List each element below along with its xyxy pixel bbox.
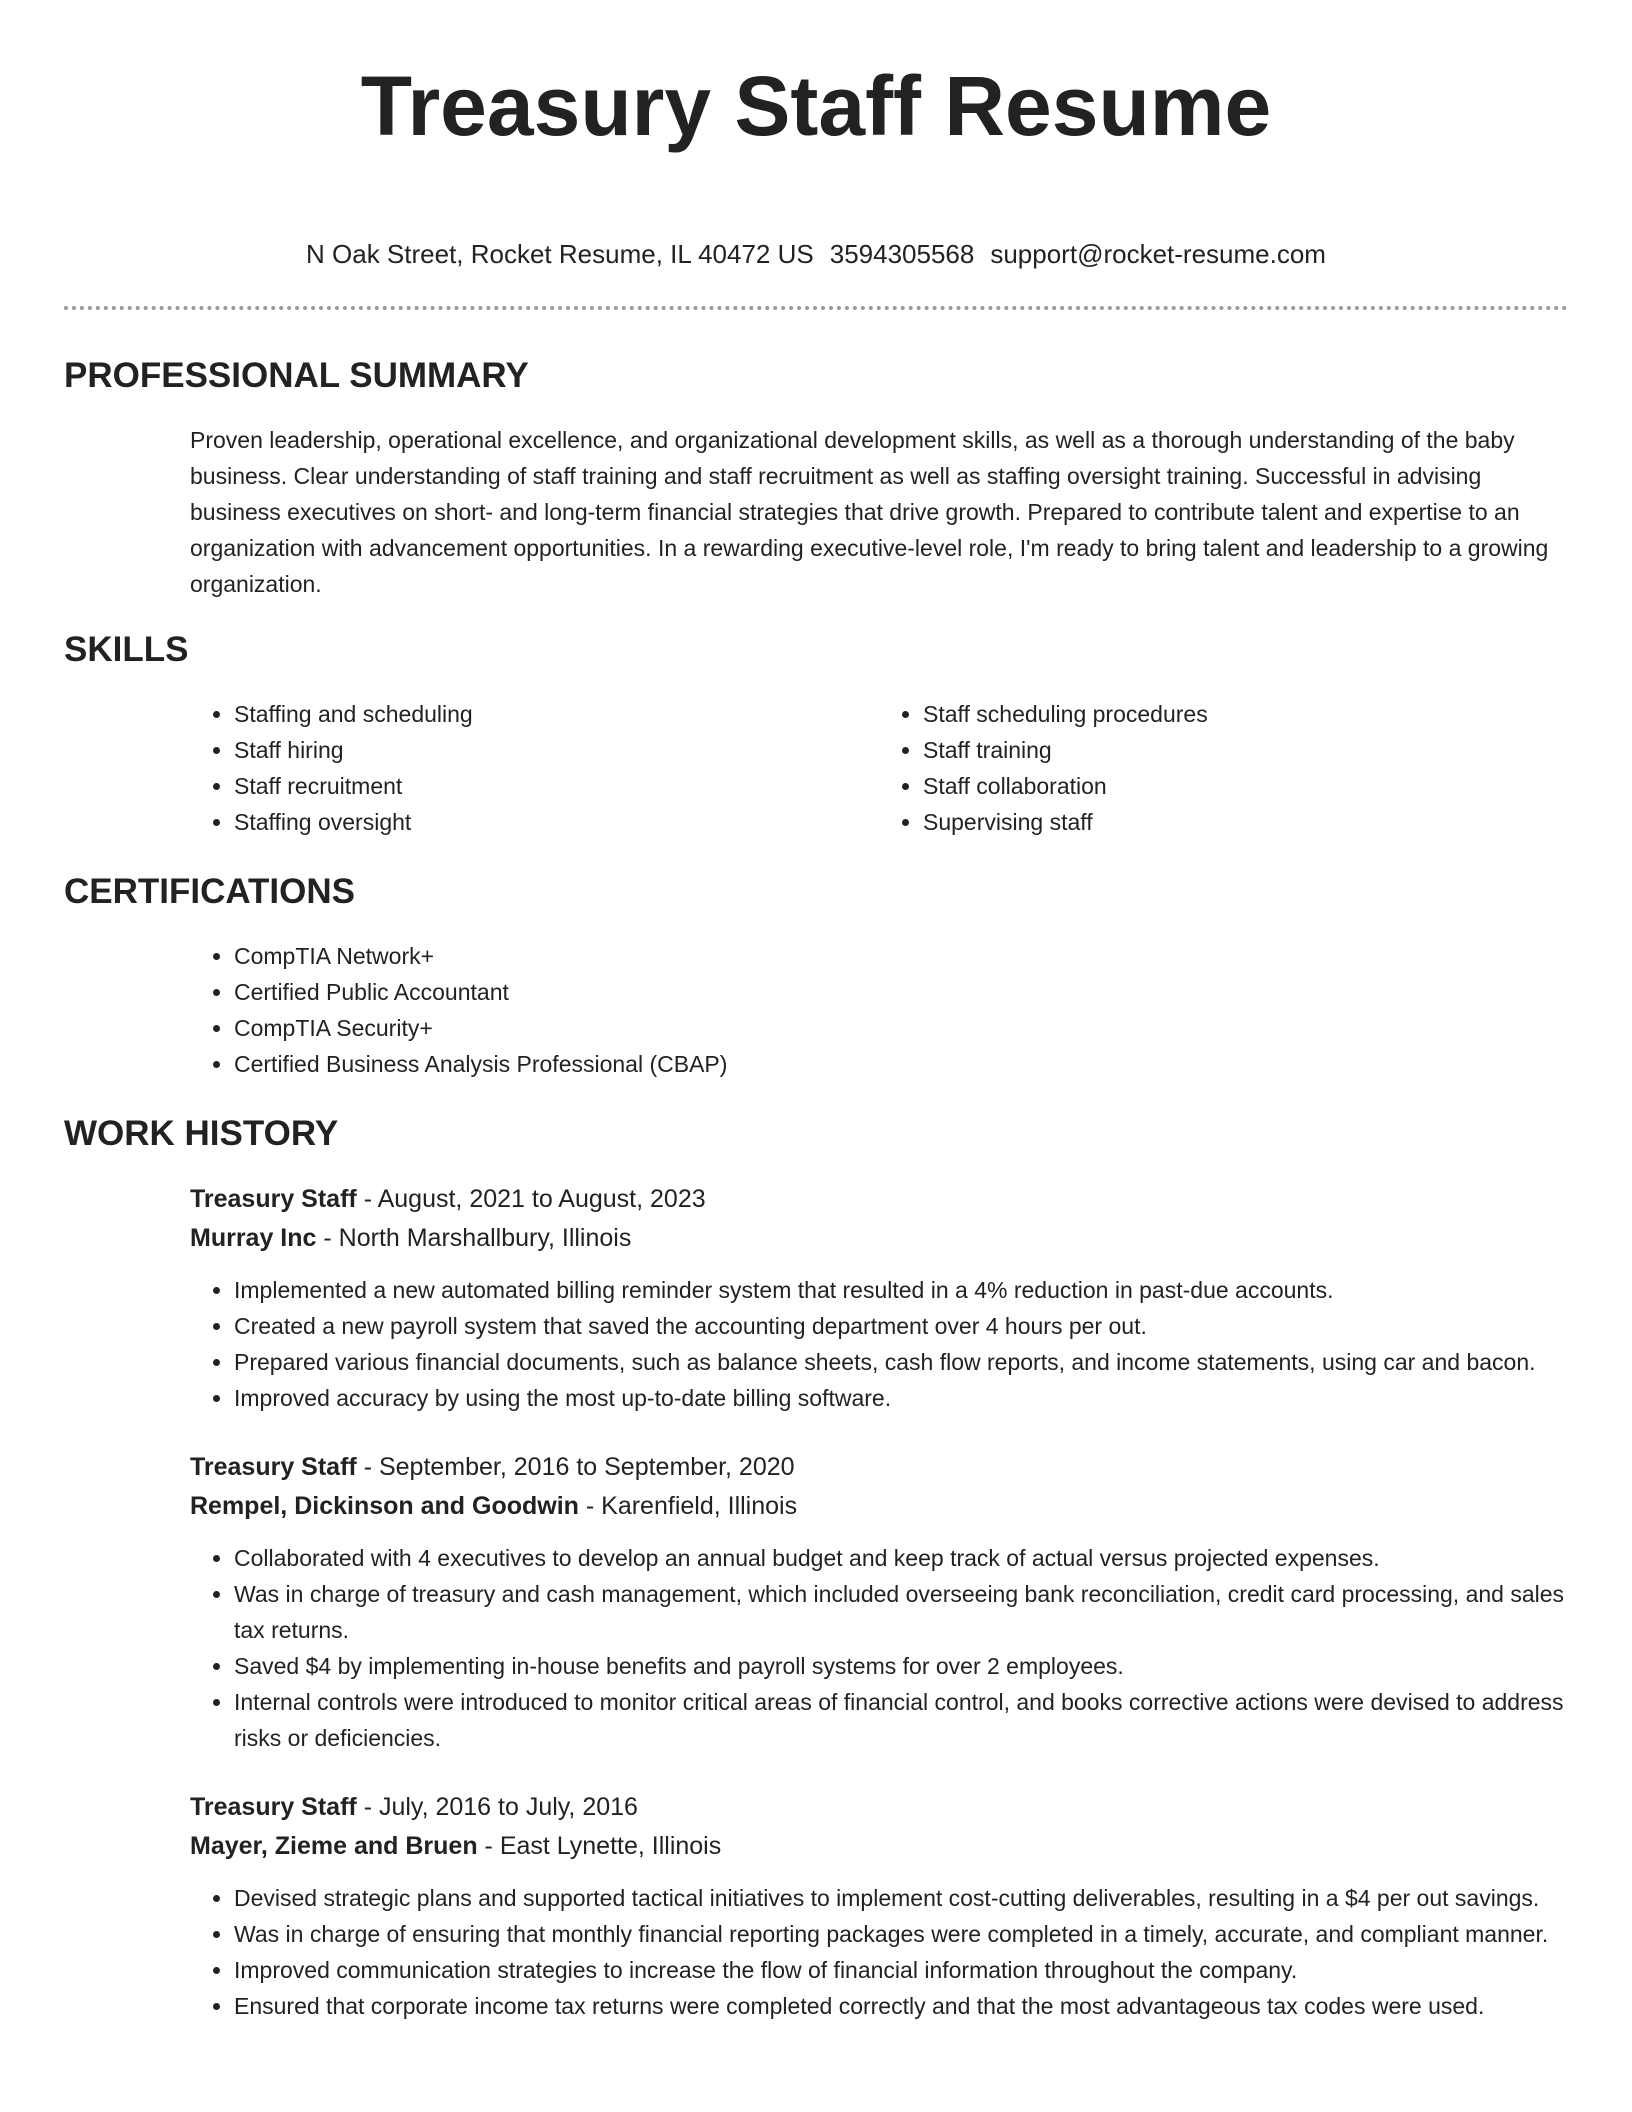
job-location: East Lynette, Illinois (499, 1832, 722, 1860)
resume-title: Treasury Staff Resume (360, 59, 1272, 153)
contact-phone: 3594305568 (829, 239, 975, 269)
list-item: • Staff collaboration (923, 768, 1568, 804)
list-item: • CompTIA Security+ (234, 1010, 1568, 1046)
job-dates: July, 2016 to July, 2016 (378, 1793, 638, 1821)
list-item: • CompTIA Network+ (234, 938, 1568, 974)
list-item: • Was in charge of treasury and cash management, which included overseeing bank reconciliation, credit card processing, and sales tax returns. (234, 1576, 1568, 1648)
certifications-heading: CERTIFICATIONS (64, 872, 356, 911)
work-history-heading: WORK HISTORY (64, 1114, 339, 1153)
job-location: North Marshallbury, Illinois (338, 1224, 632, 1252)
list-item: • Staffing and scheduling (234, 696, 879, 732)
job-title-line: Treasury Staff - September, 2016 to September, 2020 (190, 1453, 795, 1481)
list-item: • Improved accuracy by using the most up-to-date billing software. (234, 1380, 1568, 1416)
list-item: • Saved $4 by implementing in-house benefits and payroll systems for over 2 employees. (234, 1648, 1568, 1684)
header-divider (64, 306, 1568, 310)
job-bullets (190, 1540, 1568, 1756)
job-entry (190, 1448, 1568, 1756)
summary-text: Proven leadership, operational excellence, and organizational development skills, as well as a thorough understanding of the baby business. Clear understanding of staff training and staff recruitment as well as staffing oversight training. Successful in advising business executives on short- and long-term financial strategies that drive growth. Prepared to contribute talent and expertise to an organization with advancement opportunities. In a rewarding executive-level role, I'm ready to bring talent and leadership to a growing organization. (190, 427, 1549, 597)
list-item: • Staffing oversight (234, 804, 879, 840)
job-company-line: Murray Inc - North Marshallbury, Illinois (190, 1224, 632, 1252)
list-item: • Improved communication strategies to increase the flow of financial information throughout the company. (234, 1952, 1568, 1988)
certifications-list (190, 938, 1568, 1082)
job-dates: September, 2016 to September, 2020 (378, 1453, 795, 1481)
contact-address: N Oak Street, Rocket Resume, IL 40472 US (306, 239, 814, 269)
job-entry (190, 1180, 1568, 1416)
job-company: Murray Inc (190, 1224, 317, 1252)
list-item: • Internal controls were introduced to monitor critical areas of financial control, and books corrective actions were devised to address risks or deficiencies. (234, 1684, 1568, 1756)
job-dates: August, 2021 to August, 2023 (377, 1185, 706, 1213)
job-bullets (190, 1880, 1568, 2024)
summary-section (64, 354, 1568, 602)
list-item: • Created a new payroll system that saved the accounting department over 4 hours per out. (234, 1308, 1568, 1344)
contact-email: support@rocket-resume.com (990, 239, 1326, 269)
skills-columns (190, 696, 1568, 840)
list-item: • Certified Business Analysis Professional (CBAP) (234, 1046, 1568, 1082)
job-bullets (190, 1272, 1568, 1416)
list-item: • Staff hiring (234, 732, 879, 768)
job-location: Karenfield, Illinois (601, 1492, 798, 1520)
list-item: • Staff recruitment (234, 768, 879, 804)
list-item: • Supervising staff (923, 804, 1568, 840)
job-company: Mayer, Zieme and Bruen (190, 1832, 478, 1860)
list-item: • Devised strategic plans and supported tactical initiatives to implement cost-cutting deliverables, resulting in a $4 per out savings. (234, 1880, 1568, 1916)
job-company: Rempel, Dickinson and Goodwin (190, 1492, 579, 1520)
skills-list-right (879, 696, 1568, 840)
list-item: • Ensured that corporate income tax returns were completed correctly and that the most advantageous tax codes were used. (234, 1988, 1568, 2024)
work-history-section (64, 1112, 1568, 2024)
skills-section (64, 628, 1568, 840)
summary-heading: PROFESSIONAL SUMMARY (64, 356, 529, 395)
list-item: • Certified Public Accountant (234, 974, 1568, 1010)
job-title: Treasury Staff (190, 1793, 357, 1821)
list-item: • Staff training (923, 732, 1568, 768)
job-title: Treasury Staff (190, 1185, 357, 1213)
certifications-section (64, 870, 1568, 1082)
list-item: • Collaborated with 4 executives to develop an annual budget and keep track of actual versus projected expenses. (234, 1540, 1568, 1576)
contact-line (64, 237, 1568, 271)
job-entry (190, 1788, 1568, 2024)
job-title-line: Treasury Staff - July, 2016 to July, 2016 (190, 1793, 638, 1821)
list-item: • Prepared various financial documents, such as balance sheets, cash flow reports, and income statements, using car and bacon. (234, 1344, 1568, 1380)
skills-heading: SKILLS (64, 630, 189, 669)
list-item: • Implemented a new automated billing reminder system that resulted in a 4% reduction in past-due accounts. (234, 1272, 1568, 1308)
list-item: • Was in charge of ensuring that monthly financial reporting packages were completed in a timely, accurate, and compliant manner. (234, 1916, 1568, 1952)
skills-list-left (190, 696, 879, 840)
job-title: Treasury Staff (190, 1453, 357, 1481)
job-company-line: Mayer, Zieme and Bruen - East Lynette, Illinois (190, 1832, 722, 1860)
job-title-line: Treasury Staff - August, 2021 to August, 2023 (190, 1185, 706, 1213)
job-company-line: Rempel, Dickinson and Goodwin - Karenfield, Illinois (190, 1492, 798, 1520)
list-item: • Staff scheduling procedures (923, 696, 1568, 732)
